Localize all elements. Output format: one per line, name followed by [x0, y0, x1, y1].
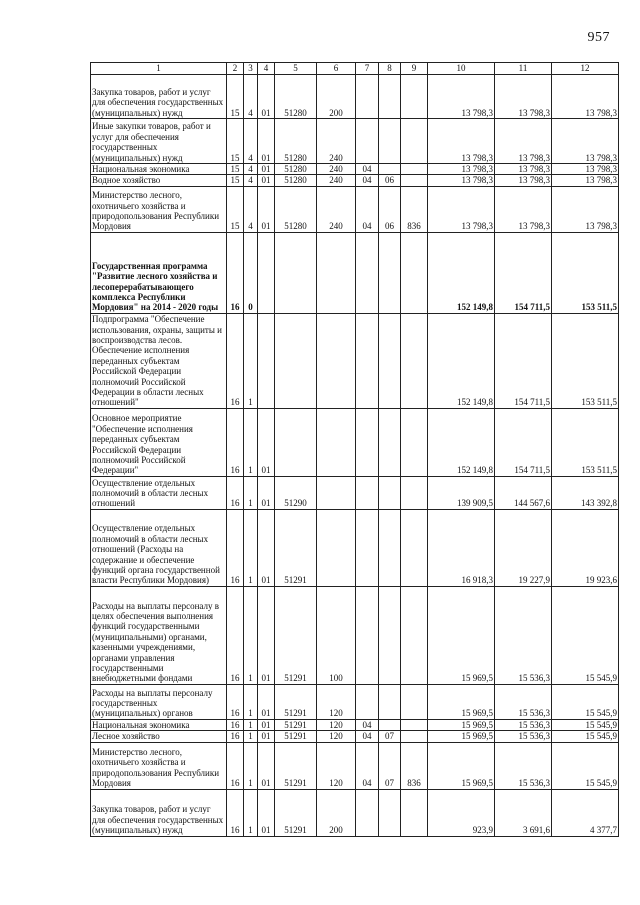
- row-name: Закупка товаров, работ и услуг для обеспечения государственных (муниципальных) нужд: [91, 789, 227, 836]
- row-name: Основное мероприятие "Обеспечение исполнения переданных субъектам Российской Федерации полномочий Российской Федерации": [91, 408, 227, 476]
- row-name: Расходы на выплаты персоналу в целях обеспечения выполнения функций государственными (муниципальными) органами, казенными учреждениями, органами управления государственными внебюджетными фондами: [91, 586, 227, 684]
- column-header: 7: [356, 63, 379, 75]
- cell-code-2: 16: [227, 408, 244, 476]
- cell-amount-10: 15 969,5: [428, 684, 495, 719]
- budget-table: [90, 62, 619, 837]
- column-header: 6: [317, 63, 356, 75]
- cell-amount-11: 154 711,5: [495, 232, 552, 313]
- cell-code-9: [401, 731, 428, 742]
- table-row: [91, 731, 619, 742]
- cell-code-3: 1: [244, 509, 258, 586]
- cell-amount-12: 15 545,9: [552, 731, 619, 742]
- cell-code-5: 51280: [275, 186, 317, 232]
- cell-code-7: [356, 119, 379, 164]
- row-name: Осуществление отдельных полномочий в области лесных отношений: [91, 476, 227, 509]
- cell-code-8: [379, 719, 401, 730]
- cell-code-9: [401, 684, 428, 719]
- cell-amount-12: 153 511,5: [552, 313, 619, 408]
- cell-code-7: [356, 476, 379, 509]
- cell-code-8: [379, 408, 401, 476]
- cell-code-7: 04: [356, 175, 379, 186]
- cell-code-7: [356, 408, 379, 476]
- table-row: [91, 408, 619, 476]
- column-header: 11: [495, 63, 552, 75]
- cell-amount-11: 15 536,3: [495, 742, 552, 789]
- cell-code-3: 1: [244, 731, 258, 742]
- cell-amount-12: 15 545,9: [552, 742, 619, 789]
- cell-amount-10: 16 918,3: [428, 509, 495, 586]
- row-name: Министерство лесного, охотничьего хозяйства и природопользования Республики Мордовия: [91, 186, 227, 232]
- cell-code-4: 01: [258, 586, 275, 684]
- table-row: [91, 719, 619, 730]
- column-header: 1: [91, 63, 227, 75]
- cell-code-7: 04: [356, 719, 379, 730]
- cell-amount-11: 15 536,3: [495, 719, 552, 730]
- cell-code-2: 16: [227, 789, 244, 836]
- row-name: Национальная экономика: [91, 719, 227, 730]
- table-row: [91, 186, 619, 232]
- cell-code-4: 01: [258, 175, 275, 186]
- cell-code-2: 16: [227, 232, 244, 313]
- cell-code-3: 4: [244, 186, 258, 232]
- cell-code-6: 240: [317, 175, 356, 186]
- cell-code-6: [317, 232, 356, 313]
- row-name: Закупка товаров, работ и услуг для обеспечения государственных (муниципальных) нужд: [91, 75, 227, 119]
- column-header: 4: [258, 63, 275, 75]
- cell-code-2: 16: [227, 586, 244, 684]
- row-name: Водное хозяйство: [91, 175, 227, 186]
- cell-code-8: [379, 232, 401, 313]
- row-name: Лесное хозяйство: [91, 731, 227, 742]
- cell-amount-11: 15 536,3: [495, 586, 552, 684]
- cell-code-7: 04: [356, 742, 379, 789]
- column-header: 8: [379, 63, 401, 75]
- cell-code-6: 240: [317, 186, 356, 232]
- cell-code-6: [317, 509, 356, 586]
- cell-amount-11: 13 798,3: [495, 186, 552, 232]
- cell-code-4: 01: [258, 476, 275, 509]
- cell-code-4: 01: [258, 742, 275, 789]
- cell-code-9: [401, 509, 428, 586]
- cell-code-8: [379, 586, 401, 684]
- cell-code-8: [379, 119, 401, 164]
- cell-code-3: 0: [244, 232, 258, 313]
- cell-code-3: 1: [244, 789, 258, 836]
- cell-amount-10: 923,9: [428, 789, 495, 836]
- cell-code-9: 836: [401, 186, 428, 232]
- cell-amount-10: 13 798,3: [428, 175, 495, 186]
- cell-code-8: [379, 789, 401, 836]
- cell-code-2: 16: [227, 731, 244, 742]
- cell-code-5: 51291: [275, 731, 317, 742]
- header-row: [91, 63, 619, 75]
- cell-code-9: [401, 719, 428, 730]
- table-row: [91, 232, 619, 313]
- cell-code-4: 01: [258, 164, 275, 175]
- cell-code-2: 16: [227, 313, 244, 408]
- cell-code-2: 15: [227, 175, 244, 186]
- cell-code-6: 100: [317, 586, 356, 684]
- cell-amount-11: 15 536,3: [495, 684, 552, 719]
- cell-amount-11: 13 798,3: [495, 75, 552, 119]
- cell-code-3: 1: [244, 408, 258, 476]
- cell-code-3: 1: [244, 586, 258, 684]
- cell-code-7: [356, 789, 379, 836]
- table-row: [91, 313, 619, 408]
- cell-amount-12: 19 923,6: [552, 509, 619, 586]
- cell-code-5: [275, 232, 317, 313]
- cell-code-3: 4: [244, 119, 258, 164]
- cell-code-9: [401, 313, 428, 408]
- cell-code-8: [379, 164, 401, 175]
- cell-amount-11: 13 798,3: [495, 175, 552, 186]
- cell-code-5: 51290: [275, 476, 317, 509]
- cell-amount-11: 3 691,6: [495, 789, 552, 836]
- cell-code-7: 04: [356, 186, 379, 232]
- table-row: [91, 684, 619, 719]
- cell-code-6: 120: [317, 731, 356, 742]
- cell-amount-11: 154 711,5: [495, 313, 552, 408]
- cell-code-8: [379, 509, 401, 586]
- cell-amount-12: 15 545,9: [552, 684, 619, 719]
- cell-amount-10: 15 969,5: [428, 719, 495, 730]
- column-header: 3: [244, 63, 258, 75]
- cell-code-5: 51280: [275, 164, 317, 175]
- cell-code-5: 51291: [275, 684, 317, 719]
- cell-code-9: 836: [401, 742, 428, 789]
- cell-amount-12: 4 377,7: [552, 789, 619, 836]
- cell-code-6: [317, 476, 356, 509]
- cell-code-5: 51280: [275, 119, 317, 164]
- column-header: 10: [428, 63, 495, 75]
- cell-code-6: 200: [317, 789, 356, 836]
- cell-code-6: 240: [317, 119, 356, 164]
- row-name: Расходы на выплаты персоналу государственных (муниципальных) органов: [91, 684, 227, 719]
- cell-amount-10: 13 798,3: [428, 164, 495, 175]
- cell-amount-10: 152 149,8: [428, 408, 495, 476]
- cell-code-8: [379, 476, 401, 509]
- cell-code-7: 04: [356, 731, 379, 742]
- cell-code-6: [317, 313, 356, 408]
- cell-code-5: 51291: [275, 719, 317, 730]
- cell-code-4: 01: [258, 789, 275, 836]
- row-name: Иные закупки товаров, работ и услуг для обеспечения государственных (муниципальных) нужд: [91, 119, 227, 164]
- cell-amount-12: 143 392,8: [552, 476, 619, 509]
- column-header: 2: [227, 63, 244, 75]
- cell-amount-11: 15 536,3: [495, 731, 552, 742]
- row-name: Министерство лесного, охотничьего хозяйства и природопользования Республики Мордовия: [91, 742, 227, 789]
- cell-amount-12: 153 511,5: [552, 408, 619, 476]
- column-header: 12: [552, 63, 619, 75]
- cell-code-5: 51280: [275, 175, 317, 186]
- cell-amount-10: 13 798,3: [428, 119, 495, 164]
- cell-code-4: 01: [258, 731, 275, 742]
- cell-code-5: 51291: [275, 509, 317, 586]
- cell-code-8: [379, 313, 401, 408]
- cell-code-3: 1: [244, 684, 258, 719]
- column-header: 5: [275, 63, 317, 75]
- table-row: [91, 75, 619, 119]
- cell-code-7: [356, 684, 379, 719]
- cell-code-3: 1: [244, 719, 258, 730]
- cell-code-5: [275, 313, 317, 408]
- cell-amount-10: 152 149,8: [428, 313, 495, 408]
- cell-code-9: [401, 232, 428, 313]
- cell-amount-10: 15 969,5: [428, 742, 495, 789]
- table-body: [91, 75, 619, 837]
- cell-code-9: [401, 75, 428, 119]
- table-row: [91, 509, 619, 586]
- row-name: Государственная программа "Развитие лесного хозяйства и лесоперерабатывающего комплекса Республики Мордовия" на 2014 - 2020 годы: [91, 232, 227, 313]
- cell-amount-10: 15 969,5: [428, 731, 495, 742]
- cell-amount-10: 139 909,5: [428, 476, 495, 509]
- cell-code-8: 06: [379, 186, 401, 232]
- cell-code-6: 120: [317, 742, 356, 789]
- cell-code-9: [401, 586, 428, 684]
- table-row: [91, 742, 619, 789]
- cell-code-8: 07: [379, 731, 401, 742]
- cell-amount-12: 153 511,5: [552, 232, 619, 313]
- cell-code-4: 01: [258, 509, 275, 586]
- cell-code-9: [401, 408, 428, 476]
- cell-code-4: 01: [258, 186, 275, 232]
- cell-amount-10: 152 149,8: [428, 232, 495, 313]
- cell-code-6: 240: [317, 164, 356, 175]
- cell-code-4: 01: [258, 75, 275, 119]
- cell-amount-11: 13 798,3: [495, 119, 552, 164]
- cell-code-8: 07: [379, 742, 401, 789]
- table-row: [91, 789, 619, 836]
- cell-code-2: 15: [227, 75, 244, 119]
- cell-amount-12: 13 798,3: [552, 75, 619, 119]
- cell-code-5: 51291: [275, 586, 317, 684]
- cell-code-7: [356, 586, 379, 684]
- cell-amount-10: 13 798,3: [428, 186, 495, 232]
- cell-code-9: [401, 175, 428, 186]
- cell-code-4: 01: [258, 719, 275, 730]
- cell-amount-12: 13 798,3: [552, 175, 619, 186]
- cell-code-6: 120: [317, 719, 356, 730]
- cell-amount-12: 15 545,9: [552, 586, 619, 684]
- cell-code-2: 15: [227, 186, 244, 232]
- cell-amount-12: 13 798,3: [552, 186, 619, 232]
- cell-code-2: 16: [227, 684, 244, 719]
- cell-code-2: 16: [227, 742, 244, 789]
- cell-amount-11: 154 711,5: [495, 408, 552, 476]
- cell-code-3: 4: [244, 175, 258, 186]
- cell-code-2: 15: [227, 119, 244, 164]
- row-name: Национальная экономика: [91, 164, 227, 175]
- cell-code-7: 04: [356, 164, 379, 175]
- cell-code-4: 01: [258, 119, 275, 164]
- cell-code-3: 4: [244, 164, 258, 175]
- cell-code-4: [258, 232, 275, 313]
- cell-code-4: [258, 313, 275, 408]
- cell-amount-11: 144 567,6: [495, 476, 552, 509]
- cell-code-4: 01: [258, 408, 275, 476]
- table-row: [91, 586, 619, 684]
- cell-code-9: [401, 476, 428, 509]
- cell-code-2: 16: [227, 719, 244, 730]
- cell-code-5: 51280: [275, 75, 317, 119]
- cell-code-5: [275, 408, 317, 476]
- table-row: [91, 476, 619, 509]
- cell-amount-11: 13 798,3: [495, 164, 552, 175]
- cell-code-9: [401, 164, 428, 175]
- cell-amount-10: 13 798,3: [428, 75, 495, 119]
- cell-code-7: [356, 75, 379, 119]
- cell-code-2: 16: [227, 509, 244, 586]
- cell-code-8: 06: [379, 175, 401, 186]
- row-name: Осуществление отдельных полномочий в области лесных отношений (Расходы на содержание и обеспечение функций органа государственной власти Республики Мордовия): [91, 509, 227, 586]
- cell-amount-12: 13 798,3: [552, 119, 619, 164]
- cell-code-2: 15: [227, 164, 244, 175]
- cell-code-5: 51291: [275, 742, 317, 789]
- cell-code-9: [401, 789, 428, 836]
- cell-code-6: [317, 408, 356, 476]
- cell-code-9: [401, 119, 428, 164]
- cell-code-3: 1: [244, 476, 258, 509]
- cell-code-4: 01: [258, 684, 275, 719]
- cell-code-2: 16: [227, 476, 244, 509]
- cell-code-7: [356, 313, 379, 408]
- cell-code-8: [379, 684, 401, 719]
- cell-code-3: 4: [244, 75, 258, 119]
- cell-code-7: [356, 232, 379, 313]
- cell-code-7: [356, 509, 379, 586]
- cell-code-3: 1: [244, 313, 258, 408]
- table-row: [91, 119, 619, 164]
- cell-amount-12: 15 545,9: [552, 719, 619, 730]
- cell-code-6: 200: [317, 75, 356, 119]
- row-name: Подпрограмма "Обеспечение использования, охраны, защиты и воспроизводства лесов. Обеспечение исполнения переданных субъектам Российской Федерации полномочий Российской Федерации в области лесных отношений": [91, 313, 227, 408]
- cell-amount-12: 13 798,3: [552, 164, 619, 175]
- table-row: [91, 175, 619, 186]
- cell-amount-10: 15 969,5: [428, 586, 495, 684]
- cell-code-6: 120: [317, 684, 356, 719]
- cell-code-8: [379, 75, 401, 119]
- cell-code-3: 1: [244, 742, 258, 789]
- table-row: [91, 164, 619, 175]
- column-header: 9: [401, 63, 428, 75]
- page-number: 957: [587, 30, 610, 45]
- cell-code-5: 51291: [275, 789, 317, 836]
- cell-amount-11: 19 227,9: [495, 509, 552, 586]
